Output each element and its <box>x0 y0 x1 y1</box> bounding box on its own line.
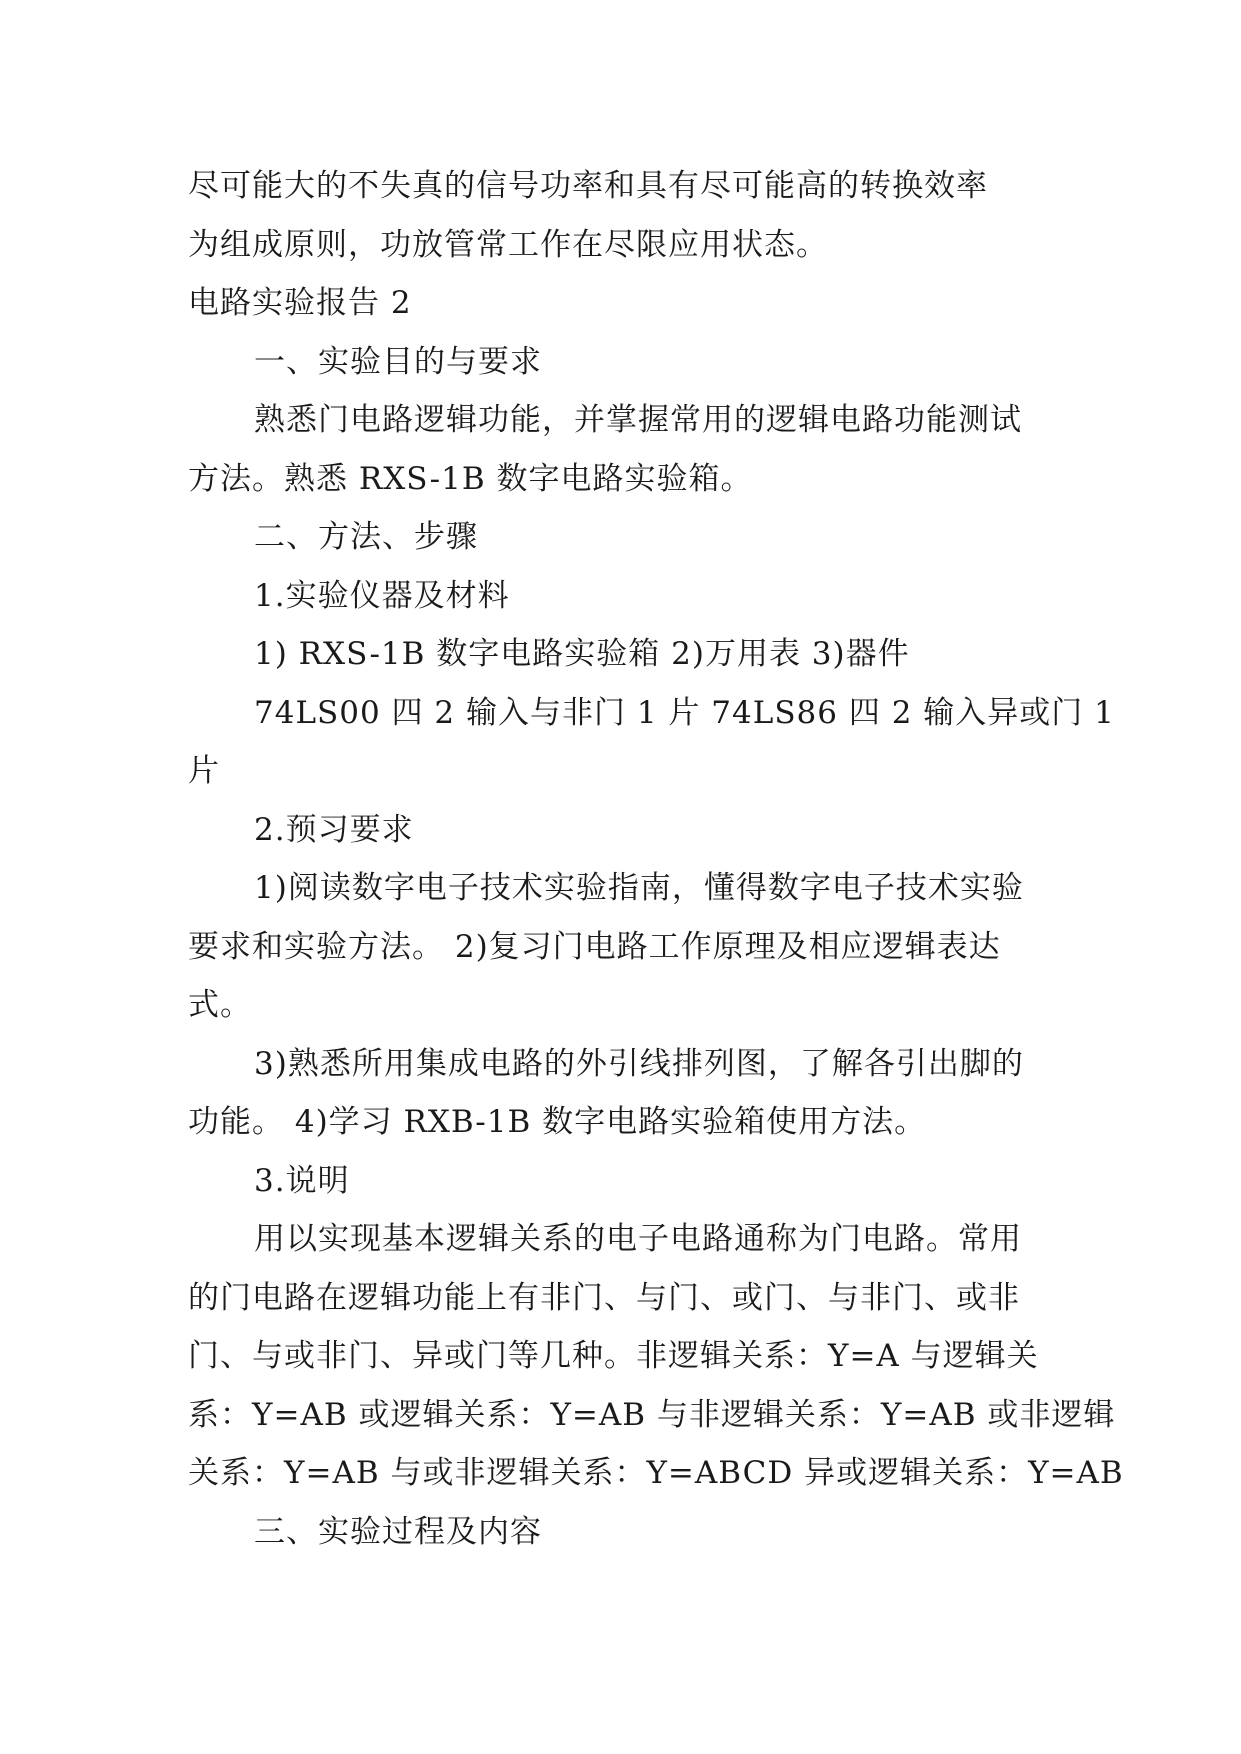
text-line: 片 <box>188 753 220 789</box>
text-line: 式。 <box>188 987 252 1023</box>
text-line: 门、与或非门、异或门等几种。非逻辑关系：Y=A 与逻辑关 <box>188 1338 1039 1374</box>
text-line: 尽可能大的不失真的信号功率和具有尽可能高的转换效率 <box>188 168 988 204</box>
text-line: 关系：Y=AB 与或非逻辑关系：Y=ABCD 异或逻辑关系：Y=AB <box>188 1455 1124 1491</box>
subheading-line: 2.预习要求 <box>254 811 414 848</box>
text-line: 1)阅读数字电子技术实验指南，懂得数字电子技术实验 <box>254 870 1024 906</box>
text-line: 要求和实验方法。 2)复习门电路工作原理及相应逻辑表达 <box>188 928 1001 965</box>
text-line: 系：Y=AB 或逻辑关系：Y=AB 与非逻辑关系：Y=AB 或非逻辑 <box>188 1396 1116 1433</box>
text-line: 1) RXS-1B 数字电路实验箱 2)万用表 3)器件 <box>254 636 910 672</box>
text-line: 74LS00 四 2 输入与非门 1 片 74LS86 四 2 输入异或门 1 <box>254 694 1115 731</box>
text-line: 为组成原则，功放管常工作在尽限应用状态。 <box>188 226 828 263</box>
document-body <box>188 157 1124 1561</box>
text-line: 功能。 4)学习 RXB-1B 数字电路实验箱使用方法。 <box>188 1104 927 1140</box>
text-line: 3)熟悉所用集成电路的外引线排列图，了解各引出脚的 <box>254 1045 1024 1082</box>
heading-line: 二、方法、步骤 <box>254 519 478 555</box>
text-line: 的门电路在逻辑功能上有非门、与门、或门、与非门、或非 <box>188 1279 1020 1316</box>
text-line: 用以实现基本逻辑关系的电子电路通称为门电路。常用 <box>254 1221 1022 1257</box>
text-line: 方法。熟悉 RXS-1B 数字电路实验箱。 <box>188 460 753 497</box>
text-line: 熟悉门电路逻辑功能，并掌握常用的逻辑电路功能测试 <box>254 402 1022 438</box>
heading-line: 三、实验过程及内容 <box>254 1513 542 1550</box>
section-title: 电路实验报告 2 <box>188 285 412 321</box>
heading-line: 一、实验目的与要求 <box>254 343 542 380</box>
subheading-line: 1.实验仪器及材料 <box>254 577 510 614</box>
subheading-line: 3.说明 <box>254 1162 350 1199</box>
